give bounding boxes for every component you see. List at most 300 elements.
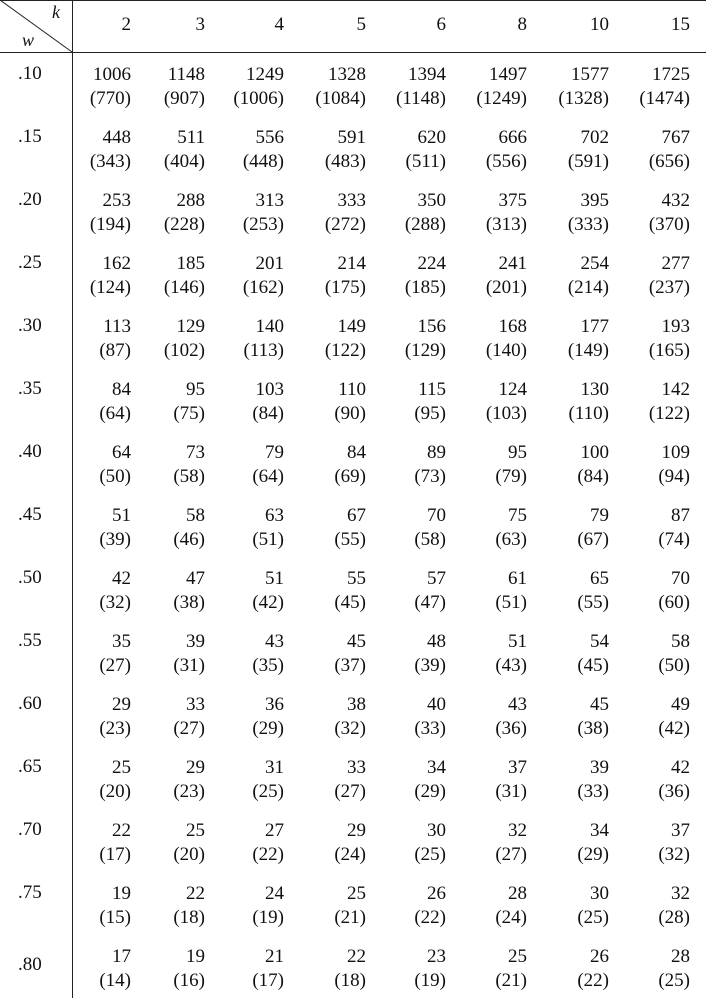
cell-paren-value: (165) <box>648 340 690 361</box>
cell-paren-value: (770) <box>89 88 131 109</box>
cell-paren-value: (1328) <box>558 88 609 109</box>
table-cell <box>447 630 527 678</box>
cell-paren-value: (16) <box>173 970 205 991</box>
cell-paren-value: (23) <box>99 718 131 739</box>
cell-paren-value: (15) <box>99 907 131 928</box>
table-cell <box>204 441 284 489</box>
cell-paren-value: (32) <box>658 844 690 865</box>
table-cell <box>529 756 609 804</box>
cell-value: 36 <box>265 694 284 715</box>
cell-value: 201 <box>255 253 284 274</box>
cell-value: 51 <box>508 631 527 652</box>
table-cell <box>51 567 131 615</box>
table-cell <box>204 819 284 867</box>
cell-paren-value: (1006) <box>233 88 284 109</box>
table-cell <box>125 819 205 867</box>
table-cell <box>366 567 446 615</box>
cell-paren-value: (84) <box>252 403 284 424</box>
cell-paren-value: (370) <box>648 214 690 235</box>
table-cell <box>51 189 131 237</box>
table-cell <box>125 630 205 678</box>
top-rule <box>0 0 706 1</box>
table-cell <box>51 126 131 174</box>
table-cell <box>447 504 527 552</box>
cell-paren-value: (448) <box>242 151 284 172</box>
table-cell <box>529 315 609 363</box>
cell-paren-value: (27) <box>173 718 205 739</box>
table-cell <box>286 819 366 867</box>
table-cell <box>204 945 284 993</box>
column-header-k: 4 <box>274 14 284 35</box>
cell-paren-value: (907) <box>163 88 205 109</box>
cell-value: 39 <box>590 757 609 778</box>
row-label-w: .10 <box>18 63 42 84</box>
cell-value: 25 <box>186 820 205 841</box>
table-cell <box>610 315 690 363</box>
table-cell <box>610 693 690 741</box>
table-cell <box>286 945 366 993</box>
cell-paren-value: (58) <box>173 466 205 487</box>
cell-paren-value: (95) <box>414 403 446 424</box>
cell-value: 375 <box>498 190 527 211</box>
cell-paren-value: (64) <box>252 466 284 487</box>
cell-value: 333 <box>337 190 366 211</box>
table-cell <box>286 441 366 489</box>
table-cell <box>610 567 690 615</box>
column-header-k: 15 <box>671 14 690 35</box>
cell-value: 51 <box>112 505 131 526</box>
cell-paren-value: (50) <box>99 466 131 487</box>
table-cell <box>366 945 446 993</box>
table-cell <box>286 567 366 615</box>
header-rule <box>0 52 706 53</box>
cell-value: 556 <box>255 127 284 148</box>
table-cell <box>447 819 527 867</box>
cell-value: 17 <box>112 946 131 967</box>
cell-paren-value: (21) <box>334 907 366 928</box>
table-cell <box>286 63 366 111</box>
row-label-w: .80 <box>18 954 42 975</box>
table-cell <box>529 504 609 552</box>
cell-value: 58 <box>671 631 690 652</box>
table-cell <box>286 378 366 426</box>
table-cell <box>51 441 131 489</box>
cell-paren-value: (69) <box>334 466 366 487</box>
table-cell <box>366 630 446 678</box>
table-cell <box>51 63 131 111</box>
cell-value: 67 <box>347 505 366 526</box>
table-cell <box>447 189 527 237</box>
table-cell <box>366 819 446 867</box>
column-header-k: 3 <box>195 14 205 35</box>
table-cell <box>125 693 205 741</box>
cell-paren-value: (214) <box>567 277 609 298</box>
table-cell <box>125 441 205 489</box>
row-label-w: .15 <box>18 126 42 147</box>
cell-value: 33 <box>347 757 366 778</box>
cell-paren-value: (33) <box>414 718 446 739</box>
table-cell <box>286 693 366 741</box>
cell-paren-value: (175) <box>324 277 366 298</box>
cell-paren-value: (27) <box>495 844 527 865</box>
cell-paren-value: (35) <box>252 655 284 676</box>
cell-paren-value: (21) <box>495 970 527 991</box>
cell-paren-value: (14) <box>99 970 131 991</box>
table-cell <box>286 630 366 678</box>
cell-paren-value: (43) <box>495 655 527 676</box>
table-cell <box>366 126 446 174</box>
cell-value: 70 <box>671 568 690 589</box>
cell-value: 51 <box>265 568 284 589</box>
cell-paren-value: (18) <box>334 970 366 991</box>
cell-value: 666 <box>498 127 527 148</box>
cell-paren-value: (146) <box>163 277 205 298</box>
cell-value: 28 <box>508 883 527 904</box>
table-cell <box>447 567 527 615</box>
table-cell <box>286 126 366 174</box>
cell-paren-value: (29) <box>577 844 609 865</box>
cell-value: 65 <box>590 568 609 589</box>
cell-paren-value: (25) <box>252 781 284 802</box>
cell-value: 767 <box>661 127 690 148</box>
cell-value: 1328 <box>328 64 366 85</box>
table-cell <box>51 504 131 552</box>
cell-paren-value: (42) <box>252 592 284 613</box>
cell-paren-value: (124) <box>89 277 131 298</box>
table-cell <box>125 189 205 237</box>
cell-value: 224 <box>417 253 446 274</box>
cell-paren-value: (33) <box>577 781 609 802</box>
cell-value: 30 <box>427 820 446 841</box>
row-label-w: .45 <box>18 504 42 525</box>
table-cell <box>125 567 205 615</box>
table-cell <box>51 378 131 426</box>
table-cell <box>125 126 205 174</box>
cell-paren-value: (58) <box>414 529 446 550</box>
cell-value: 103 <box>255 379 284 400</box>
cell-value: 42 <box>112 568 131 589</box>
table-cell <box>286 252 366 300</box>
cell-value: 45 <box>590 694 609 715</box>
table-cell <box>529 630 609 678</box>
row-label-w: .70 <box>18 819 42 840</box>
cell-value: 130 <box>580 379 609 400</box>
cell-paren-value: (24) <box>334 844 366 865</box>
cell-paren-value: (63) <box>495 529 527 550</box>
cell-value: 29 <box>186 757 205 778</box>
cell-value: 1148 <box>167 64 205 85</box>
cell-value: 23 <box>427 946 446 967</box>
table-cell <box>366 756 446 804</box>
cell-paren-value: (51) <box>252 529 284 550</box>
table-cell <box>610 882 690 930</box>
table-cell <box>366 252 446 300</box>
cell-value: 43 <box>265 631 284 652</box>
cell-value: 57 <box>427 568 446 589</box>
cell-paren-value: (25) <box>658 970 690 991</box>
cell-value: 115 <box>418 379 446 400</box>
cell-paren-value: (129) <box>404 340 446 361</box>
table-cell <box>529 189 609 237</box>
cell-paren-value: (87) <box>99 340 131 361</box>
cell-value: 100 <box>580 442 609 463</box>
cell-paren-value: (149) <box>567 340 609 361</box>
cell-paren-value: (75) <box>173 403 205 424</box>
cell-value: 109 <box>661 442 690 463</box>
cell-value: 64 <box>112 442 131 463</box>
table-cell <box>204 504 284 552</box>
table-cell <box>204 126 284 174</box>
cell-paren-value: (23) <box>173 781 205 802</box>
table-cell <box>366 882 446 930</box>
cell-paren-value: (24) <box>495 907 527 928</box>
cell-value: 58 <box>186 505 205 526</box>
table-cell <box>125 315 205 363</box>
row-label-w: .65 <box>18 756 42 777</box>
table-cell <box>447 945 527 993</box>
cell-value: 254 <box>580 253 609 274</box>
table-cell <box>610 63 690 111</box>
cell-paren-value: (656) <box>648 151 690 172</box>
cell-paren-value: (79) <box>495 466 527 487</box>
table-cell <box>51 630 131 678</box>
table-cell <box>125 63 205 111</box>
cell-paren-value: (29) <box>414 781 446 802</box>
table-cell <box>366 315 446 363</box>
cell-paren-value: (556) <box>485 151 527 172</box>
cell-paren-value: (102) <box>163 340 205 361</box>
cell-paren-value: (67) <box>577 529 609 550</box>
table-cell <box>447 63 527 111</box>
cell-paren-value: (38) <box>577 718 609 739</box>
cell-value: 177 <box>580 316 609 337</box>
table-cell <box>51 693 131 741</box>
cell-paren-value: (94) <box>658 466 690 487</box>
cell-value: 73 <box>186 442 205 463</box>
cell-paren-value: (45) <box>577 655 609 676</box>
table-cell <box>125 378 205 426</box>
cell-value: 129 <box>176 316 205 337</box>
table-cell <box>286 315 366 363</box>
cell-value: 22 <box>112 820 131 841</box>
cell-value: 24 <box>265 883 284 904</box>
table-cell <box>529 378 609 426</box>
header-diagonal <box>0 0 73 53</box>
cell-paren-value: (55) <box>577 592 609 613</box>
cell-value: 156 <box>417 316 446 337</box>
table-cell <box>447 756 527 804</box>
table-cell <box>529 252 609 300</box>
cell-paren-value: (37) <box>334 655 366 676</box>
cell-value: 32 <box>671 883 690 904</box>
table-cell <box>204 315 284 363</box>
table-cell <box>51 252 131 300</box>
table-cell <box>610 189 690 237</box>
table-cell <box>610 252 690 300</box>
cell-value: 214 <box>337 253 366 274</box>
table-cell <box>204 567 284 615</box>
cell-value: 432 <box>661 190 690 211</box>
row-label-w: .20 <box>18 189 42 210</box>
table-cell <box>447 882 527 930</box>
cell-value: 26 <box>590 946 609 967</box>
table-cell <box>125 756 205 804</box>
cell-value: 25 <box>508 946 527 967</box>
cell-value: 34 <box>590 820 609 841</box>
cell-paren-value: (28) <box>658 907 690 928</box>
cell-value: 79 <box>265 442 284 463</box>
table-cell <box>610 630 690 678</box>
table-cell <box>125 945 205 993</box>
table-cell <box>366 378 446 426</box>
cell-value: 32 <box>508 820 527 841</box>
cell-value: 288 <box>176 190 205 211</box>
table-cell <box>204 378 284 426</box>
cell-paren-value: (19) <box>252 907 284 928</box>
table-cell <box>204 693 284 741</box>
table-cell <box>125 882 205 930</box>
table-cell <box>51 882 131 930</box>
table-cell <box>125 504 205 552</box>
table-cell <box>286 756 366 804</box>
cell-paren-value: (343) <box>89 151 131 172</box>
cell-paren-value: (288) <box>404 214 446 235</box>
cell-paren-value: (20) <box>99 781 131 802</box>
cell-value: 27 <box>265 820 284 841</box>
cell-value: 49 <box>671 694 690 715</box>
cell-value: 702 <box>580 127 609 148</box>
cell-paren-value: (25) <box>414 844 446 865</box>
cell-value: 21 <box>265 946 284 967</box>
table-cell <box>447 441 527 489</box>
cell-value: 22 <box>186 883 205 904</box>
table-cell <box>204 630 284 678</box>
cell-value: 25 <box>347 883 366 904</box>
cell-paren-value: (29) <box>252 718 284 739</box>
cell-paren-value: (31) <box>495 781 527 802</box>
cell-value: 48 <box>427 631 446 652</box>
cell-value: 124 <box>498 379 527 400</box>
table-cell <box>610 126 690 174</box>
cell-paren-value: (90) <box>334 403 366 424</box>
table-cell <box>286 504 366 552</box>
cell-value: 35 <box>112 631 131 652</box>
table-cell <box>529 63 609 111</box>
table-cell <box>610 504 690 552</box>
cell-paren-value: (483) <box>324 151 366 172</box>
cell-value: 95 <box>186 379 205 400</box>
cell-value: 43 <box>508 694 527 715</box>
cell-paren-value: (162) <box>242 277 284 298</box>
cell-value: 253 <box>102 190 131 211</box>
cell-paren-value: (36) <box>658 781 690 802</box>
cell-paren-value: (55) <box>334 529 366 550</box>
cell-value: 70 <box>427 505 446 526</box>
cell-value: 28 <box>671 946 690 967</box>
cell-value: 511 <box>177 127 205 148</box>
cell-value: 113 <box>103 316 131 337</box>
cell-paren-value: (39) <box>414 655 446 676</box>
table-cell <box>286 882 366 930</box>
cell-value: 277 <box>661 253 690 274</box>
table-cell <box>204 189 284 237</box>
table-cell <box>366 63 446 111</box>
row-label-w: .35 <box>18 378 42 399</box>
cell-value: 168 <box>498 316 527 337</box>
row-label-w: .40 <box>18 441 42 462</box>
cell-paren-value: (38) <box>173 592 205 613</box>
cell-paren-value: (122) <box>648 403 690 424</box>
cell-value: 313 <box>255 190 284 211</box>
cell-value: 22 <box>347 946 366 967</box>
cell-value: 591 <box>337 127 366 148</box>
cell-value: 31 <box>265 757 284 778</box>
cell-paren-value: (39) <box>99 529 131 550</box>
cell-value: 185 <box>176 253 205 274</box>
table-cell <box>529 945 609 993</box>
cell-paren-value: (253) <box>242 214 284 235</box>
row-label-w: .30 <box>18 315 42 336</box>
cell-value: 1394 <box>408 64 446 85</box>
table-cell <box>447 315 527 363</box>
cell-paren-value: (140) <box>485 340 527 361</box>
cell-value: 89 <box>427 442 446 463</box>
cell-paren-value: (74) <box>658 529 690 550</box>
cell-paren-value: (60) <box>658 592 690 613</box>
cell-paren-value: (47) <box>414 592 446 613</box>
cell-value: 1006 <box>93 64 131 85</box>
cell-value: 350 <box>417 190 446 211</box>
table-cell <box>204 252 284 300</box>
cell-value: 47 <box>186 568 205 589</box>
cell-paren-value: (22) <box>252 844 284 865</box>
cell-paren-value: (1249) <box>476 88 527 109</box>
cell-paren-value: (32) <box>334 718 366 739</box>
table-cell <box>366 693 446 741</box>
cell-value: 1577 <box>571 64 609 85</box>
cell-paren-value: (313) <box>485 214 527 235</box>
table-cell <box>529 441 609 489</box>
cell-value: 162 <box>102 253 131 274</box>
cell-value: 30 <box>590 883 609 904</box>
row-label-w: .55 <box>18 630 42 651</box>
row-label-w: .25 <box>18 252 42 273</box>
row-label-w: .60 <box>18 693 42 714</box>
cell-value: 1249 <box>246 64 284 85</box>
cell-value: 149 <box>337 316 366 337</box>
cell-value: 19 <box>112 883 131 904</box>
cell-value: 25 <box>112 757 131 778</box>
cell-value: 79 <box>590 505 609 526</box>
cell-paren-value: (404) <box>163 151 205 172</box>
cell-paren-value: (511) <box>405 151 446 172</box>
cell-value: 45 <box>347 631 366 652</box>
cell-value: 620 <box>417 127 446 148</box>
cell-paren-value: (73) <box>414 466 446 487</box>
cell-paren-value: (20) <box>173 844 205 865</box>
cell-paren-value: (31) <box>173 655 205 676</box>
table-cell <box>125 252 205 300</box>
table-cell <box>447 126 527 174</box>
cell-paren-value: (36) <box>495 718 527 739</box>
cell-paren-value: (32) <box>99 592 131 613</box>
cell-value: 140 <box>255 316 284 337</box>
cell-value: 110 <box>338 379 366 400</box>
cell-paren-value: (591) <box>567 151 609 172</box>
row-label-w: .75 <box>18 882 42 903</box>
table-cell <box>204 882 284 930</box>
table-cell <box>51 945 131 993</box>
